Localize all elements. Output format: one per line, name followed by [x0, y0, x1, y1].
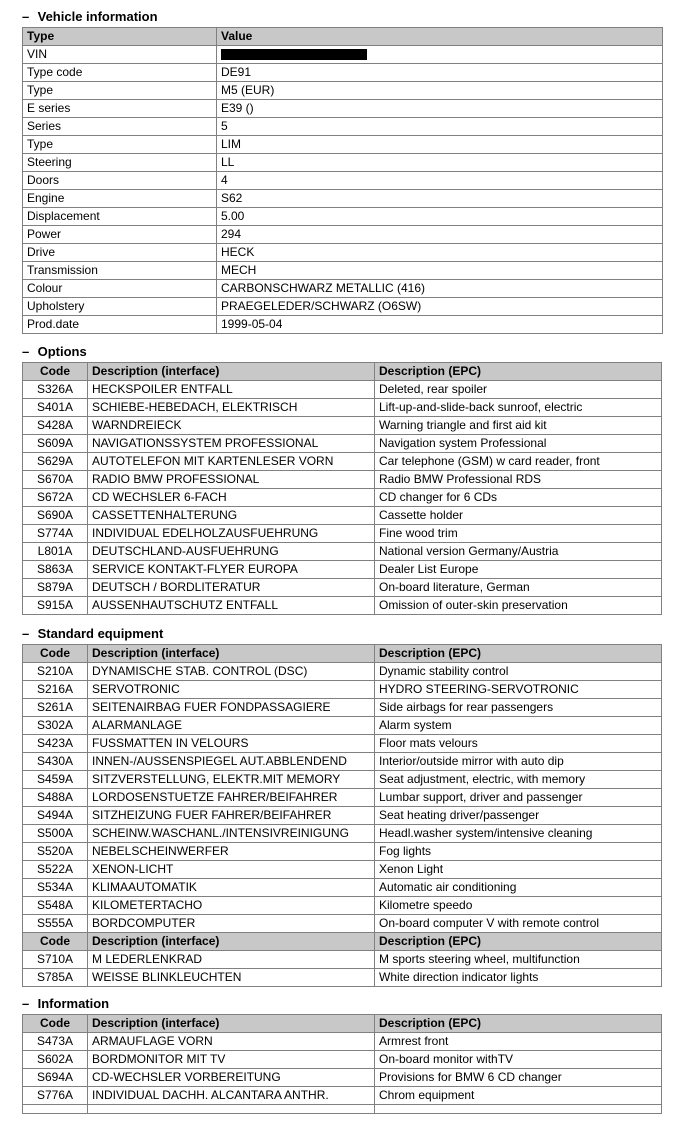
- table-row: [23, 735, 662, 753]
- table-row: [23, 879, 662, 897]
- table-row: [23, 1069, 662, 1087]
- description-epc: Kilometre speedo: [375, 897, 662, 915]
- description-epc: Radio BMW Professional RDS: [375, 471, 662, 489]
- column-header: Description (interface): [88, 645, 375, 663]
- row-value: 294: [217, 226, 663, 244]
- description-interface: SITZVERSTELLUNG, ELEKTR.MIT MEMORY: [88, 771, 375, 789]
- option-code: S670A: [23, 471, 88, 489]
- option-code: S534A: [23, 879, 88, 897]
- option-code: S473A: [23, 1033, 88, 1051]
- table-row: [23, 717, 662, 735]
- standard-section-title: – Standard equipment: [22, 626, 164, 641]
- option-code: S785A: [23, 969, 88, 987]
- table-row: [23, 915, 662, 933]
- table-header-row: [23, 645, 662, 663]
- description-interface: INNEN-/AUSSENSPIEGEL AUT.ABBLENDEND: [88, 753, 375, 771]
- option-code: S694A: [23, 1069, 88, 1087]
- row-label: Type: [23, 82, 217, 100]
- description-interface: SERVICE KONTAKT-FLYER EUROPA: [88, 561, 375, 579]
- option-code: S915A: [23, 597, 88, 615]
- table-row: [23, 154, 663, 172]
- description-interface: FUSSMATTEN IN VELOURS: [88, 735, 375, 753]
- empty-cell: [23, 1105, 88, 1114]
- table-row: [23, 699, 662, 717]
- column-header: Description (interface): [88, 933, 375, 951]
- row-value: DE91: [217, 64, 663, 82]
- option-code: S609A: [23, 435, 88, 453]
- table-row: [23, 861, 662, 879]
- table-row: [23, 417, 662, 435]
- column-header: Description (EPC): [375, 363, 662, 381]
- row-value: 5.00: [217, 208, 663, 226]
- column-header: Description (interface): [88, 1015, 375, 1033]
- table-row: [23, 453, 662, 471]
- row-label: Upholstery: [23, 298, 217, 316]
- description-epc: Xenon Light: [375, 861, 662, 879]
- column-header: Type: [23, 28, 217, 46]
- table-row: [23, 82, 663, 100]
- row-value: 5: [217, 118, 663, 136]
- option-code: S216A: [23, 681, 88, 699]
- description-interface: AUTOTELEFON MIT KARTENLESER VORN: [88, 453, 375, 471]
- description-epc: Armrest front: [375, 1033, 662, 1051]
- description-interface: M LEDERLENKRAD: [88, 951, 375, 969]
- description-interface: INDIVIDUAL EDELHOLZAUSFUEHRUNG: [88, 525, 375, 543]
- table-header-row: [23, 1015, 662, 1033]
- description-epc: White direction indicator lights: [375, 969, 662, 987]
- row-label: Power: [23, 226, 217, 244]
- standard-body: [23, 663, 662, 933]
- column-header: Description (interface): [88, 363, 375, 381]
- option-code: S520A: [23, 843, 88, 861]
- column-header: Code: [23, 645, 88, 663]
- option-code: S459A: [23, 771, 88, 789]
- column-header: Code: [23, 1015, 88, 1033]
- description-interface: CASSETTENHALTERUNG: [88, 507, 375, 525]
- row-label: Series: [23, 118, 217, 136]
- description-epc: Dynamic stability control: [375, 663, 662, 681]
- description-epc: Seat adjustment, electric, with memory: [375, 771, 662, 789]
- description-interface: DEUTSCHLAND-AUSFUEHRUNG: [88, 543, 375, 561]
- description-epc: Car telephone (GSM) w card reader, front: [375, 453, 662, 471]
- description-epc: Navigation system Professional: [375, 435, 662, 453]
- table-row: [23, 825, 662, 843]
- option-code: S629A: [23, 453, 88, 471]
- description-interface: SERVOTRONIC: [88, 681, 375, 699]
- row-label: Type code: [23, 64, 217, 82]
- collapse-icon[interactable]: –: [22, 344, 30, 359]
- option-code: S710A: [23, 951, 88, 969]
- option-code: L801A: [23, 543, 88, 561]
- table-row: [23, 1051, 662, 1069]
- description-interface: SCHEINW.WASCHANL./INTENSIVREINIGUNG: [88, 825, 375, 843]
- description-epc: Interior/outside mirror with auto dip: [375, 753, 662, 771]
- redacted-bar: [221, 49, 367, 60]
- table-row: [23, 543, 662, 561]
- description-epc: Chrom equipment: [375, 1087, 662, 1105]
- table-row: [23, 951, 662, 969]
- table-row: [23, 969, 662, 987]
- description-interface: BORDMONITOR MIT TV: [88, 1051, 375, 1069]
- table-row: [23, 1087, 662, 1105]
- row-label: VIN: [23, 46, 217, 64]
- table-row: [23, 681, 662, 699]
- table-row: [23, 100, 663, 118]
- description-interface: CD-WECHSLER VORBEREITUNG: [88, 1069, 375, 1087]
- row-label: Type: [23, 136, 217, 154]
- row-label: Doors: [23, 172, 217, 190]
- table-row-empty: [23, 1105, 662, 1114]
- table-header-row: [23, 363, 662, 381]
- option-code: S423A: [23, 735, 88, 753]
- vehicle-section-title: – Vehicle information: [22, 9, 158, 24]
- row-label: Steering: [23, 154, 217, 172]
- table-row: [23, 298, 663, 316]
- row-value: M5 (EUR): [217, 82, 663, 100]
- option-code: S261A: [23, 699, 88, 717]
- standard-body-2: [23, 951, 662, 987]
- description-interface: LORDOSENSTUETZE FAHRER/BEIFAHRER: [88, 789, 375, 807]
- table-row: [23, 789, 662, 807]
- description-interface: NAVIGATIONSSYSTEM PROFESSIONAL: [88, 435, 375, 453]
- row-value: MECH: [217, 262, 663, 280]
- description-interface: INDIVIDUAL DACHH. ALCANTARA ANTHR.: [88, 1087, 375, 1105]
- row-value: LIM: [217, 136, 663, 154]
- row-label: Transmission: [23, 262, 217, 280]
- empty-cell: [88, 1105, 375, 1114]
- empty-cell: [375, 1105, 662, 1114]
- description-epc: On-board literature, German: [375, 579, 662, 597]
- information-body: [23, 1033, 662, 1105]
- description-epc: Lumbar support, driver and passenger: [375, 789, 662, 807]
- row-label: Displacement: [23, 208, 217, 226]
- column-header: Code: [23, 933, 88, 951]
- description-interface: CD WECHSLER 6-FACH: [88, 489, 375, 507]
- column-header: Description (EPC): [375, 1015, 662, 1033]
- table-row: [23, 208, 663, 226]
- collapse-icon[interactable]: –: [22, 9, 30, 24]
- collapse-icon[interactable]: –: [22, 996, 30, 1011]
- vehicle-table: [22, 27, 663, 334]
- row-value: LL: [217, 154, 663, 172]
- option-code: S326A: [23, 381, 88, 399]
- row-label: E series: [23, 100, 217, 118]
- description-epc: Lift-up-and-slide-back sunroof, electric: [375, 399, 662, 417]
- option-code: S302A: [23, 717, 88, 735]
- description-epc: On-board monitor withTV: [375, 1051, 662, 1069]
- description-interface: ARMAUFLAGE VORN: [88, 1033, 375, 1051]
- option-code: S602A: [23, 1051, 88, 1069]
- vin-value: [217, 46, 663, 64]
- option-code: S776A: [23, 1087, 88, 1105]
- description-interface: SCHIEBE-HEBEDACH, ELEKTRISCH: [88, 399, 375, 417]
- table-row: [23, 753, 662, 771]
- row-value: 1999-05-04: [217, 316, 663, 334]
- description-interface: KILOMETERTACHO: [88, 897, 375, 915]
- row-value: E39 (): [217, 100, 663, 118]
- table-row: [23, 64, 663, 82]
- option-code: S548A: [23, 897, 88, 915]
- description-interface: NEBELSCHEINWERFER: [88, 843, 375, 861]
- option-code: S522A: [23, 861, 88, 879]
- description-interface: RADIO BMW PROFESSIONAL: [88, 471, 375, 489]
- option-code: S500A: [23, 825, 88, 843]
- description-epc: Warning triangle and first aid kit: [375, 417, 662, 435]
- column-header: Description (EPC): [375, 933, 662, 951]
- description-interface: DEUTSCH / BORDLITERATUR: [88, 579, 375, 597]
- description-epc: HYDRO STEERING-SERVOTRONIC: [375, 681, 662, 699]
- description-epc: Automatic air conditioning: [375, 879, 662, 897]
- option-code: S774A: [23, 525, 88, 543]
- table-row: [23, 489, 662, 507]
- table-row: [23, 561, 662, 579]
- description-interface: AUSSENHAUTSCHUTZ ENTFALL: [88, 597, 375, 615]
- table-row: [23, 280, 663, 298]
- description-interface: DYNAMISCHE STAB. CONTROL (DSC): [88, 663, 375, 681]
- description-epc: Fine wood trim: [375, 525, 662, 543]
- column-header: Description (EPC): [375, 645, 662, 663]
- row-value: 4: [217, 172, 663, 190]
- description-epc: Alarm system: [375, 717, 662, 735]
- description-epc: Cassette holder: [375, 507, 662, 525]
- description-epc: Seat heating driver/passenger: [375, 807, 662, 825]
- row-label: Drive: [23, 244, 217, 262]
- description-interface: HECKSPOILER ENTFALL: [88, 381, 375, 399]
- description-interface: KLIMAAUTOMATIK: [88, 879, 375, 897]
- row-label: Colour: [23, 280, 217, 298]
- description-epc: On-board computer V with remote control: [375, 915, 662, 933]
- table-row: [23, 507, 662, 525]
- table-row: [23, 262, 663, 280]
- row-value: S62: [217, 190, 663, 208]
- table-row: [23, 136, 663, 154]
- table-row: [23, 897, 662, 915]
- option-code: S430A: [23, 753, 88, 771]
- options-table: [22, 362, 662, 615]
- description-epc: M sports steering wheel, multifunction: [375, 951, 662, 969]
- description-interface: ALARMANLAGE: [88, 717, 375, 735]
- description-epc: National version Germany/Austria: [375, 543, 662, 561]
- standard-table: [22, 644, 662, 987]
- table-row: [23, 46, 663, 64]
- description-epc: Floor mats velours: [375, 735, 662, 753]
- table-row: [23, 471, 662, 489]
- option-code: S690A: [23, 507, 88, 525]
- table-row: [23, 597, 662, 615]
- row-label: Prod.date: [23, 316, 217, 334]
- option-code: S210A: [23, 663, 88, 681]
- table-header-row: [23, 933, 662, 951]
- column-header: Value: [217, 28, 663, 46]
- column-header: Code: [23, 363, 88, 381]
- option-code: S555A: [23, 915, 88, 933]
- option-code: S401A: [23, 399, 88, 417]
- description-epc: Headl.washer system/intensive cleaning: [375, 825, 662, 843]
- option-code: S879A: [23, 579, 88, 597]
- table-row: [23, 663, 662, 681]
- table-row: [23, 226, 663, 244]
- information-section-title: – Information: [22, 996, 110, 1011]
- description-epc: Deleted, rear spoiler: [375, 381, 662, 399]
- description-interface: SEITENAIRBAG FUER FONDPASSAGIERE: [88, 699, 375, 717]
- table-row: [23, 771, 662, 789]
- row-value: HECK: [217, 244, 663, 262]
- row-value: CARBONSCHWARZ METALLIC (416): [217, 280, 663, 298]
- table-row: [23, 1033, 662, 1051]
- table-row: [23, 525, 662, 543]
- options-body: [23, 381, 662, 615]
- table-row: [23, 172, 663, 190]
- description-epc: CD changer for 6 CDs: [375, 489, 662, 507]
- description-interface: WARNDREIECK: [88, 417, 375, 435]
- row-value: PRAEGELEDER/SCHWARZ (O6SW): [217, 298, 663, 316]
- description-epc: Fog lights: [375, 843, 662, 861]
- option-code: S428A: [23, 417, 88, 435]
- table-row: [23, 244, 663, 262]
- table-row: [23, 807, 662, 825]
- option-code: S863A: [23, 561, 88, 579]
- table-row: [23, 381, 662, 399]
- table-row: [23, 435, 662, 453]
- option-code: S488A: [23, 789, 88, 807]
- description-interface: XENON-LICHT: [88, 861, 375, 879]
- options-section-title: – Options: [22, 344, 87, 359]
- option-code: S494A: [23, 807, 88, 825]
- description-interface: SITZHEIZUNG FUER FAHRER/BEIFAHRER: [88, 807, 375, 825]
- description-interface: BORDCOMPUTER: [88, 915, 375, 933]
- row-label: Engine: [23, 190, 217, 208]
- option-code: S672A: [23, 489, 88, 507]
- table-header-row: [23, 28, 663, 46]
- table-row: [23, 316, 663, 334]
- table-row: [23, 579, 662, 597]
- information-table: [22, 1014, 662, 1114]
- description-epc: Dealer List Europe: [375, 561, 662, 579]
- table-row: [23, 118, 663, 136]
- table-row: [23, 843, 662, 861]
- table-row: [23, 399, 662, 417]
- table-row: [23, 190, 663, 208]
- description-epc: Side airbags for rear passengers: [375, 699, 662, 717]
- collapse-icon[interactable]: –: [22, 626, 30, 641]
- description-epc: Provisions for BMW 6 CD changer: [375, 1069, 662, 1087]
- description-epc: Omission of outer-skin preservation: [375, 597, 662, 615]
- description-interface: WEISSE BLINKLEUCHTEN: [88, 969, 375, 987]
